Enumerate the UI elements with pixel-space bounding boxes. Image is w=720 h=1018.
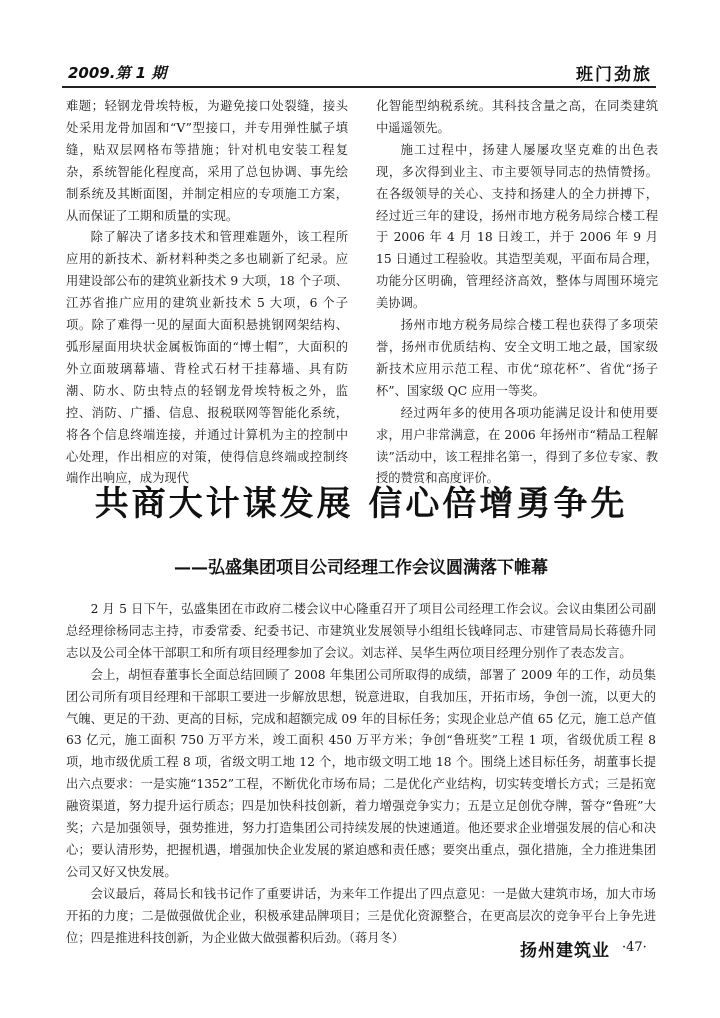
top-article-left-column xyxy=(66,96,348,490)
article-subtitle: ——弘盛集团项目公司经理工作会议圆满落下帷幕 xyxy=(174,558,548,578)
top-right-paragraph-1: 化智能型纳税系统。其科技含量之高，在同类建筑中遥遥领先。 xyxy=(376,99,658,135)
main-paragraph-3: 会议最后，蒋局长和钱书记作了重要讲话，为来年工作提出了四点意见：一是做大建筑市场，加大市场开拓的力度；二是做强做优企业，积极承建品牌项目；三是优化资源整合，在更高层次的竞争平台上争先进位；四是推进科技创新，为企业做大做强蓄积后劲。（蒋月冬） xyxy=(66,886,656,945)
main-article xyxy=(66,599,656,950)
page-header xyxy=(62,58,656,86)
main-paragraph-2: 会上，胡恒春董事长全面总结回顾了 2008 年集团公司所取得的成绩，部署了 2009 年的工作，动员集团公司所有项目经理和干部职工要进一步解放思想，锐意进取，自我加压，开拓市场，争创一流，以更大的气魄、更足的干劲、更高的目标，完成和超额完成 09 年的目标任务；实现企业总产值 65 亿元，施工总产值 63 亿元，施工面积 750 万平方米，竣工面积 450 万平方米；争创“鲁班奖”工程 1 项，省级优质工程 8 项，地市级优质工程 8 项，省级文明工地 12 个，地市级文明工地 18 个。围绕上述目标任务，胡董事长提出六点要求：一是实施“1352”工程，不断优化市场布局；二是优化产业结构，切实转变增长方式；三是拓宽融资渠道，努力提升运行质态；四是加快科技创新，着力增强竞争实力；五是立足创优夺牌，誓夺“鲁班”大奖；六是加强领导，强势推进，努力打造集团公司持续发展的快速通道。他还要求企业增强发展的信心和决心；要认清形势，把握机遇，增强加快企业发展的紧迫感和责任感；要突出重点，强化措施，全力推进集团公司又好又快发展。 xyxy=(66,667,656,879)
page-number: ·47· xyxy=(622,940,647,955)
top-left-paragraph-2: 除了解决了诸多技术和管理难题外，该工程所应用的新技术、新材料种类之多也刷新了纪录。应用建设部公布的建筑业新技术 9 大项，18 个子项、江苏省推广应用的建筑业新技术 5 大项，6 个子项。除了难得一见的屋面大面积悬挑钢网架结构、弧形屋面用块状金属板饰面的“博士帽”，大面积的外立面玻璃幕墙、背栓式石材干挂幕墙、具有防潮、防水、防虫特点的轻钢龙骨埃特板之外，监控、消防、广播、信息、报税联网等智能化系统，将各个信息终端连接，并通过计算机为主的控制中心处理，作出相应的对策，使得信息终端或控制终端作出响应，成为现代 xyxy=(66,230,348,486)
header-divider xyxy=(62,86,656,88)
top-right-paragraph-3: 扬州市地方税务局综合楼工程也获得了多项荣誉，扬州市优质结构、安全文明工地之最，国家级新技术应用示范工程、市优“琼花杯”、省优“扬子杯”、国家级 QC 应用一等奖。 xyxy=(376,318,658,398)
magazine-brand: 扬州建筑业 xyxy=(520,941,610,961)
main-paragraph-1: 2 月 5 日下午，弘盛集团在市政府二楼会议中心隆重召开了项目公司经理工作会议。会议由集团公司副总经理徐杨同志主持，市委常委、纪委书记、市建筑业发展领导小组组长钱峰同志、市建管局局长蒋德升同志以及公司全体干部职工和所有项目经理参加了会议。刘志祥、吴华生两位项目经理分别作了表态发言。 xyxy=(66,602,656,660)
top-left-paragraph-1: 难题；轻钢龙骨埃特板，为避免接口处裂缝，接头处采用龙骨加固和“V”型接口，并专用弹性腻子填缝，贴双层网格布等措施；针对机电安装工程复杂，系统智能化程度高，采用了总包协调、事先绘制系统及其断面图，并制定相应的专项施工方案，从而保证了工期和质量的实现。 xyxy=(66,99,348,223)
banner-title: 共商大计谋发展 信心倍增勇争先 xyxy=(94,484,628,524)
top-article xyxy=(66,96,658,486)
issue-label: 2009.第 1 期 xyxy=(68,64,167,82)
top-right-paragraph-4: 经过两年多的使用各项功能满足设计和使用要求，用户非常满意，在 2006 年扬州市“精品工程解读”活动中，该工程排名第一，得到了多位专家、教授的赞赏和高度评价。 xyxy=(376,405,658,486)
top-article-right-column xyxy=(376,96,658,490)
column-name: 班门劲旅 xyxy=(576,65,652,85)
top-right-paragraph-2: 施工过程中，扬建人屡屡攻坚克难的出色表现，多次得到业主、市主要领导同志的热情赞扬。在各级领导的关心、支持和扬建人的全力拼搏下，经过近三年的建设，扬州市地方税务局综合楼工程于 2006 年 4 月 18 日竣工，并于 2006 年 9 月 15 日通过工程验收。其造型美观，平面布局合理，功能分区明确，管理经济高效，整体与周围环境完美协调。 xyxy=(376,142,658,311)
